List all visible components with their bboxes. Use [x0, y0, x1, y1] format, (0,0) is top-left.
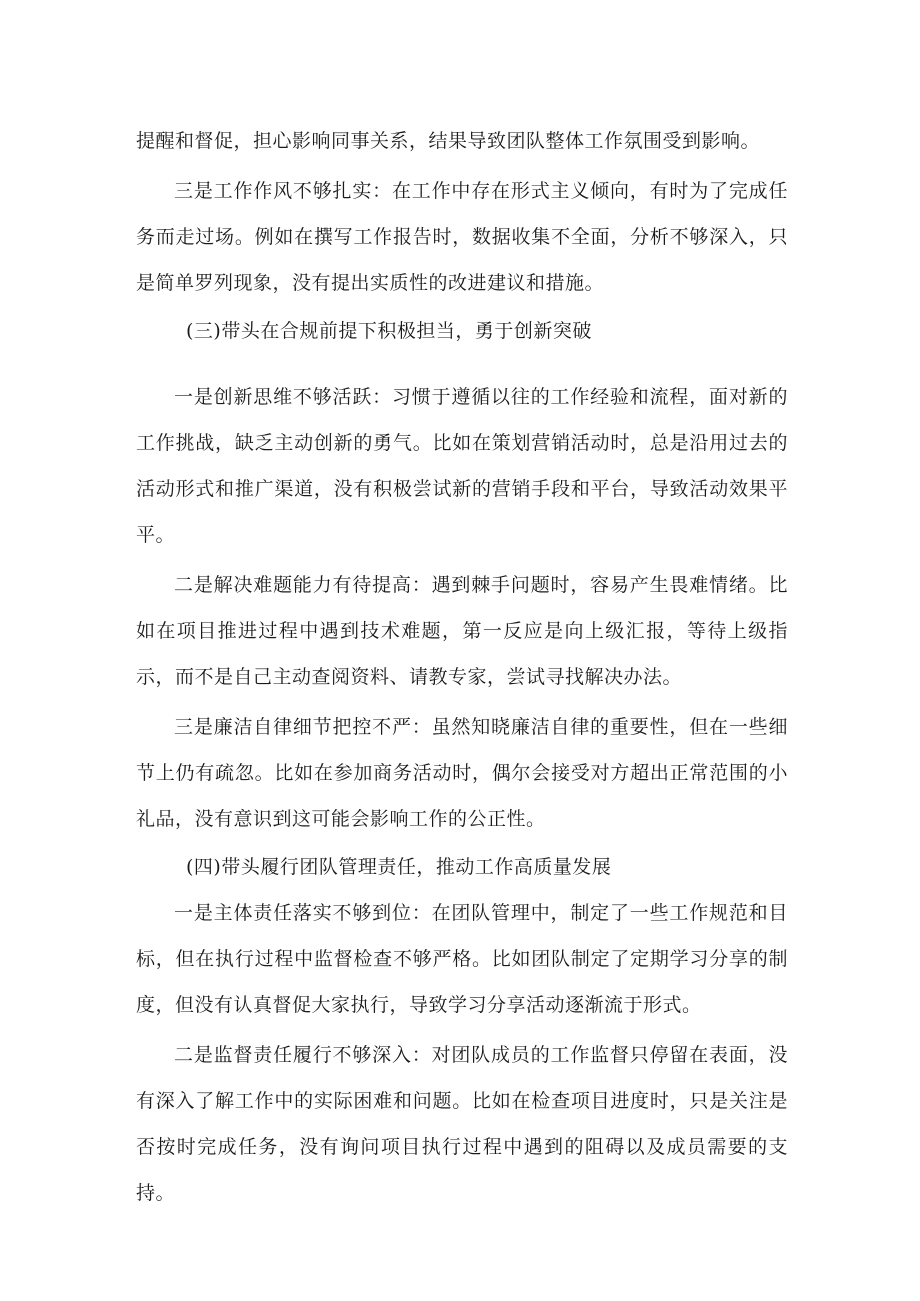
paragraph-supervision: 二是监督责任履行不够深入：对团队成员的工作监督只停留在表面，没有深入了解工作中的实际困难和问题。比如在检查项目进度时，只是关注是否按时完成任务，没有询问项目执行过程中遇到的阻碍以及成员需要的支持。	[136, 1044, 788, 1204]
paragraph-work-style: 三是工作作风不够扎实：在工作中存在形式主义倾向，有时为了完成任务而走过场。例如在撰写工作报告时，数据收集不全面，分析不够深入，只是简单罗列现象，没有提出实质性的改进建议和措施。	[136, 180, 788, 294]
section-heading-4: (四)带头履行团队管理责任，推动工作高质量发展	[186, 856, 612, 878]
paragraph-integrity: 三是廉洁自律细节把控不严：虽然知晓廉洁自律的重要性，但在一些细节上仍有疏忽。比如在参加商务活动时，偶尔会接受对方超出正常范围的小礼品，没有意识到这可能会影响工作的公正性。	[136, 716, 788, 830]
section-heading-3: (三)带头在合规前提下积极担当，勇于创新突破	[186, 320, 592, 342]
paragraph-innovation: 一是创新思维不够活跃：习惯于遵循以往的工作经验和流程，面对新的工作挑战，缺乏主动创新的勇气。比如在策划营销活动时，总是沿用过去的活动形式和推广渠道，没有积极尝试新的营销手段和平台，导致活动效果平平。	[136, 386, 788, 546]
paragraph-problem-solving: 二是解决难题能力有待提高：遇到棘手问题时，容易产生畏难情绪。比如在项目推进过程中遇到技术难题，第一反应是向上级汇报，等待上级指示，而不是自己主动查阅资料、请教专家，尝试寻找解决办法。	[136, 574, 788, 688]
paragraph-continuation: 提醒和督促，担心影响同事关系，结果导致团队整体工作氛围受到影响。	[136, 130, 761, 152]
paragraph-main-responsibility: 一是主体责任落实不够到位：在团队管理中，制定了一些工作规范和目标，但在执行过程中监督检查不够严格。比如团队制定了定期学习分享的制度，但没有认真督促大家执行，导致学习分享活动逐渐流于形式。	[136, 902, 788, 1016]
